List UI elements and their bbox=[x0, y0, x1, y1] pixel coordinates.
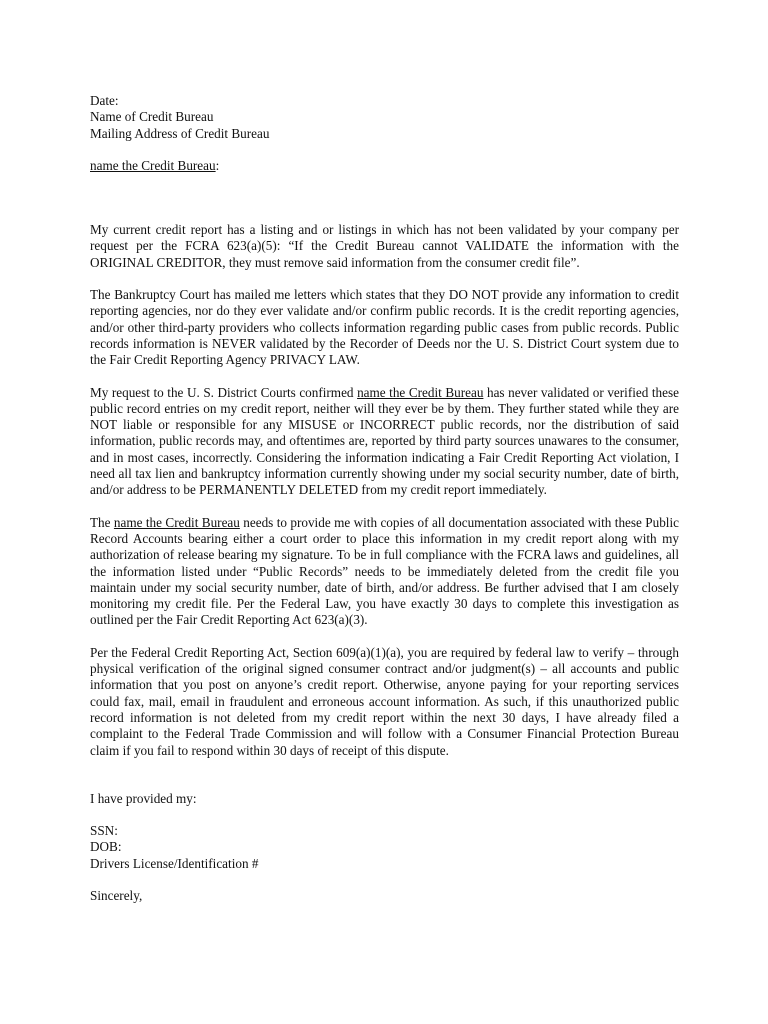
signoff-line: Sincerely, bbox=[90, 887, 143, 903]
paragraph-1: My current credit report has a listing and or listings in which has not been validated by your company per request per the FCRA 623(a)(5): “If the Credit Bureau cannot VALIDATE the information with the ORIGINAL CREDITOR, they must remove said information from the consumer credit file”. bbox=[90, 222, 679, 270]
paragraph-4 bbox=[90, 515, 679, 629]
paragraph-3-bureau-name: name the Credit Bureau bbox=[357, 384, 484, 400]
ssn-line: SSN: bbox=[90, 823, 118, 839]
paragraph-3-rest: has never validated or verified these public record entries on my credit report, neither will they ever be by them. They further stated while they are NOT liable or responsible for any MISUSE or INCORRECT public records, nor the distribution of said information, public records may, and oftentimes are, reported by third party sources unawares to the consumer, and in most cases, incorrectly. Considering the information indicating a Fair Credit Reporting Act violation, I need all tax lien and bankruptcy information currently showing under my social security number, date of birth, and/or address to be PERMANENTLY DELETED from my credit report immediately. bbox=[90, 384, 679, 498]
license-line: Drivers License/Identification # bbox=[90, 855, 259, 871]
paragraph-3-start: My request to the U. S. District Courts confirmed bbox=[90, 384, 358, 400]
date-line: Date: bbox=[90, 93, 119, 108]
paragraph-4-start: The bbox=[90, 514, 114, 530]
paragraph-3 bbox=[90, 385, 679, 499]
salutation-colon: : bbox=[215, 157, 220, 173]
provided-line: I have provided my: bbox=[90, 790, 197, 806]
letter-body bbox=[90, 93, 679, 904]
paragraph-2: The Bankruptcy Court has mailed me letters which states that they DO NOT provide any information to credit reporting agencies, nor do they ever validate and/or confirm public records. It is the credit reporting agencies, and/or other third-party providers who collects information regarding public cases from public records. Public records information is NEVER validated by the Recorder of Deeds nor the U. S. District Court system due to the Fair Credit Reporting Agency PRIVACY LAW. bbox=[90, 287, 679, 368]
bureau-address-line: Mailing Address of Credit Bureau bbox=[90, 125, 270, 141]
dob-line: DOB: bbox=[90, 839, 122, 855]
salutation bbox=[90, 158, 679, 174]
salutation-bureau-name: name the Credit Bureau bbox=[90, 157, 216, 173]
paragraph-4-bureau-name: name the Credit Bureau bbox=[113, 514, 240, 530]
paragraph-4-rest: needs to provide me with copies of all documentation associated with these Public Record Accounts bearing either a court order to place this information in my credit report along with my authorization of release bearing my signature. To be in full compliance with the FCRA laws and guidelines, all the information listed under “Public Records” needs to be immediately deleted from the credit file you maintain under my social security number, date of birth, and/or address. Be further advised that I am closely monitoring my credit file. Per the Federal Law, you have exactly 30 days to complete this investigation as outlined per the Fair Credit Reporting Act 623(a)(3). bbox=[90, 514, 679, 628]
bureau-name-line: Name of Credit Bureau bbox=[90, 109, 214, 125]
paragraph-5: Per the Federal Credit Reporting Act, Section 609(a)(1)(a), you are required by federal law to verify – through physical verification of the original signed consumer contract and/or judgment(s) – all accounts and public information that you post on anyone’s credit report. Otherwise, anyone paying for your reporting services could fax, mail, email in fraudulent and erroneous account information. As such, if this unauthorized public record information is not deleted from my credit report within the next 30 days, I have already filed a complaint to the Federal Trade Commission and will follow with a Consumer Financial Protection Bureau claim if you fail to respond within 30 days of receipt of this dispute. bbox=[90, 644, 679, 758]
